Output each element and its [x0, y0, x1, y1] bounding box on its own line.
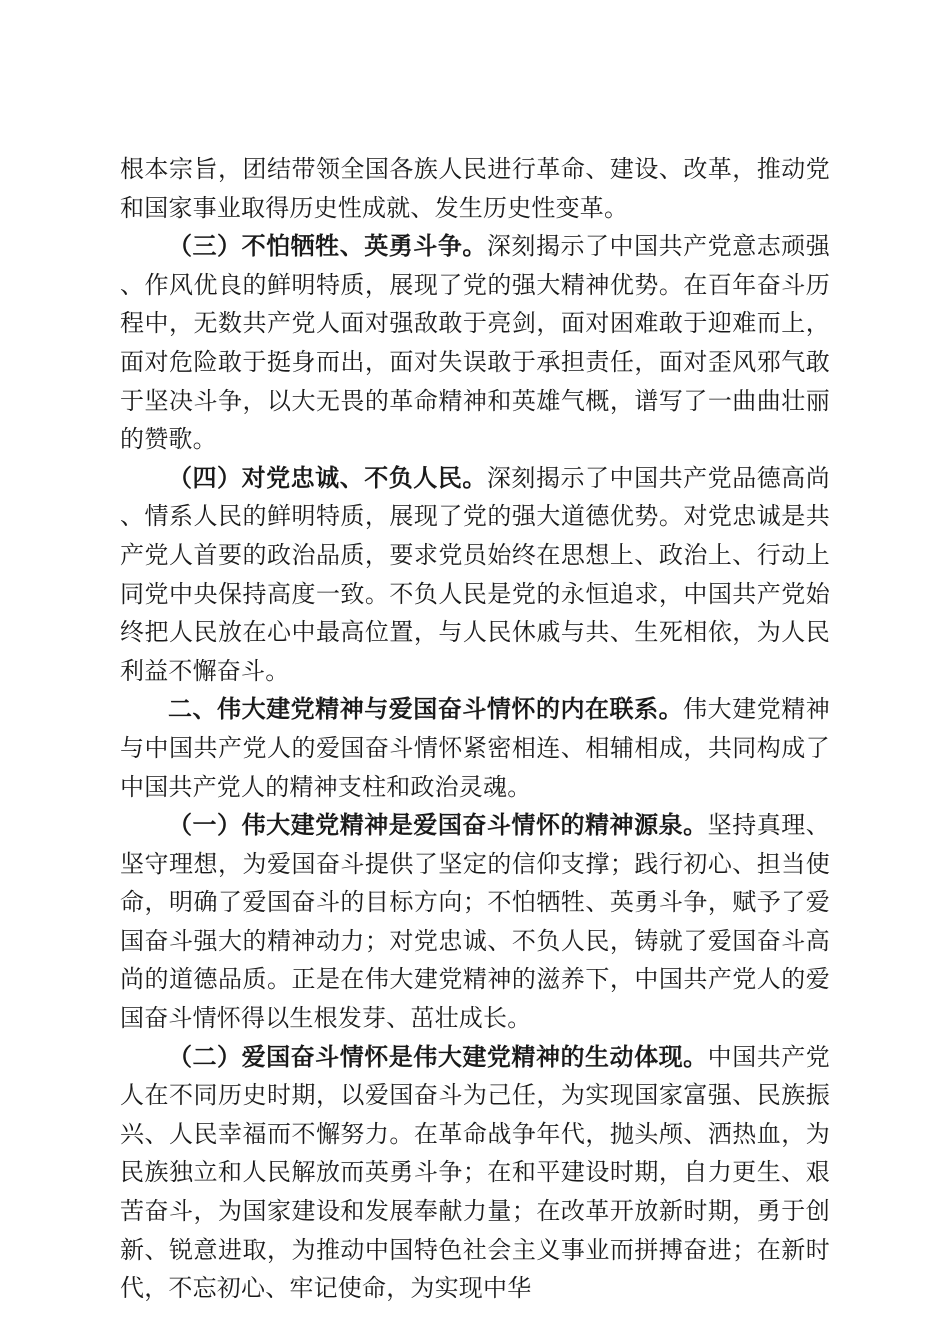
paragraph-4-text: 伟大建党精神与中国共产党人的爱国奋斗情怀紧密相连、相辅相成，共同构成了中国共产党人的精神支柱和政治灵魂。 — [120, 695, 830, 801]
paragraph-6-text: 中国共产党人在不同历史时期，以爱国奋斗为己任，为实现国家富强、民族振兴、人民幸福而不懈努力。在革命战争年代，抛头颅、洒热血，为民族独立和人民解放而英勇斗争；在和平建设时期，自力更生、艰苦奋斗，为国家建设和发展奉献力量；在改革开放新时期，勇于创新、锐意进取，为推动中国特色社会主义事业而拼搏奋进；在新时代，不忘初心、牢记使命，为实现中华 — [120, 1042, 830, 1303]
paragraph-5-lead: （一）伟大建党精神是爱国奋斗情怀的精神源泉。 — [168, 810, 708, 840]
paragraph-2 — [120, 227, 830, 459]
paragraph-5-text: 坚持真理、坚守理想，为爱国奋斗提供了坚定的信仰支撑；践行初心、担当使命，明确了爱国奋斗的目标方向；不怕牺牲、英勇斗争，赋予了爱国奋斗强大的精神动力；对党忠诚、不负人民，铸就了爱国奋斗高尚的道德品质。正是在伟大建党精神的滋养下，中国共产党人的爱国奋斗情怀得以生根发芽、茁壮成长。 — [120, 811, 830, 1033]
paragraph-6-lead: （二）爱国奋斗情怀是伟大建党精神的生动体现。 — [168, 1041, 708, 1071]
paragraph-1-text: 根本宗旨，团结带领全国各族人民进行革命、建设、改革，推动党和国家事业取得历史性成就、发生历史性变革。 — [120, 155, 830, 222]
paragraph-2-text: 深刻揭示了中国共产党意志顽强、作风优良的鲜明特质，展现了党的强大精神优势。在百年奋斗历程中，无数共产党人面对强敌敢于亮剑，面对困难敢于迎难而上，面对危险敢于挺身而出，面对失误敢于承担责任，面对歪风邪气敢于坚决斗争，以大无畏的革命精神和英雄气概，谱写了一曲曲壮丽的赞歌。 — [120, 232, 830, 454]
paragraph-3-lead: （四）对党忠诚、不负人民。 — [168, 462, 487, 492]
paragraph-4-lead: 二、伟大建党精神与爱国奋斗情怀的内在联系。 — [168, 694, 684, 724]
paragraph-3 — [120, 459, 830, 691]
paragraph-1 — [120, 150, 830, 227]
paragraph-2-lead: （三）不怕牺牲、英勇斗争。 — [168, 231, 487, 261]
paragraph-4 — [120, 690, 830, 806]
paragraph-5 — [120, 806, 830, 1038]
paragraph-3-text: 深刻揭示了中国共产党品德高尚、情系人民的鲜明特质，展现了党的强大道德优势。对党忠诚是共产党人首要的政治品质，要求党员始终在思想上、政治上、行动上同党中央保持高度一致。不负人民是党的永恒追求，中国共产党始终把人民放在心中最高位置，与人民休戚与共、生死相依，为人民利益不懈奋斗。 — [120, 463, 830, 685]
paragraph-6 — [120, 1038, 830, 1308]
document-body — [120, 150, 830, 1308]
